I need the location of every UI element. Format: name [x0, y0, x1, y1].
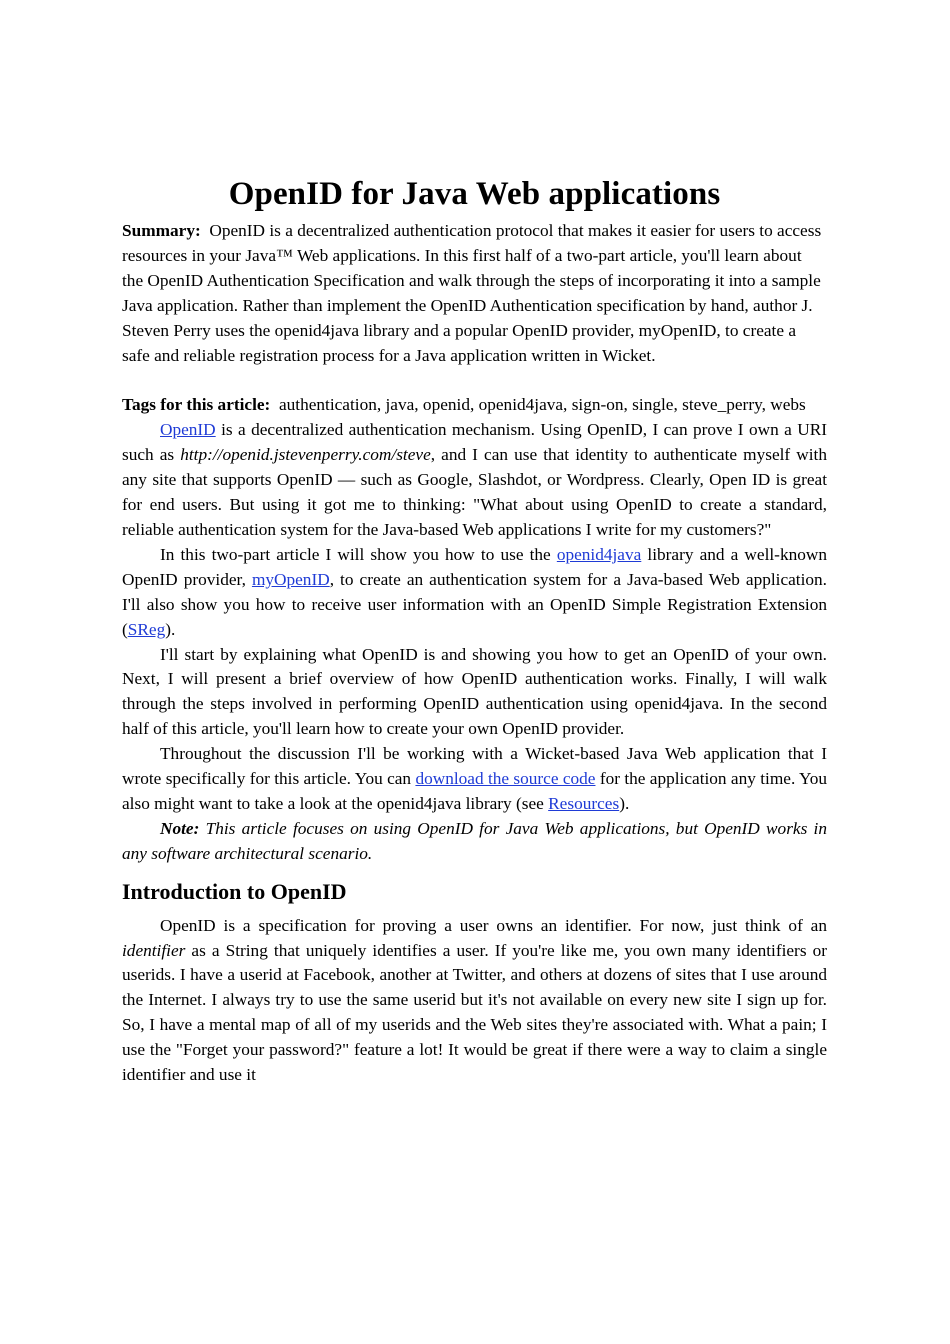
section-paragraph-1: OpenID is a specification for proving a user owns an identifier. For now, just think of an identifier as a String that uniquely identifies a user. If you're like me, you own many identifiers or userids. I have a userid at Facebook, another at Twitter, and others at dozens of sites that I use around the Internet. I always try to use the same userid but it's not available on every new site I sign up for. So, I have a mental map of all of my userids and the Web sites they're associated with. What a pain; I use the "Forget your password?" feature a lot! It would be great if there were a way to claim a single identifier and use it — [122, 915, 827, 1085]
openid4java-link[interactable]: openid4java — [556, 544, 642, 564]
myopenid-link[interactable]: myOpenID — [251, 569, 330, 589]
section-heading: Introduction to OpenID — [122, 878, 347, 904]
note-paragraph — [122, 817, 827, 867]
note-text: This article focuses on using OpenID for Java Web applications, but OpenID works in any software architectural scenario. — [122, 818, 827, 863]
example-uri: http://openid.jstevenperry.com/steve — [180, 445, 431, 465]
tags-label: Tags for this article: — [122, 395, 271, 415]
intro-paragraph-4: Throughout the discussion I'll be working with a Wicket-based Java Web application that I wrote specifically for this article. You can download the source code for the application any time. You also might want to take a look at the openid4java library (see Resources). — [122, 744, 828, 813]
openid-link[interactable]: OpenID — [160, 420, 216, 440]
identifier-term: identifier — [122, 940, 186, 960]
summary-label: Summary: — [122, 221, 201, 240]
sreg-link[interactable]: SReg — [127, 619, 166, 639]
tags-paragraph — [122, 393, 827, 418]
intro-paragraph-2: In this two-part article I will show you how to use the openid4java library and a well-known OpenID provider, myOpenID, to create an authentication system for a Java-based Web application. I'll also show you how to receive user information with an OpenID Simple Registration Extension (SReg). — [122, 544, 828, 639]
intro-paragraph-1: OpenID is a decentralized authentication mechanism. Using OpenID, I can prove I own a URI such as http://openid.jstevenperry.com/steve, and I can use that identity to authenticate myself with any site that supports OpenID — such as Google, Slashdot, or Wordpress. Clearly, Open ID is great for end users. But using it got me to thinking: "What about using OpenID to create a standard, reliable authentication system for the Java-based Web applications I write for my customers?" — [122, 420, 827, 539]
spacer — [122, 368, 827, 393]
document-page — [122, 173, 827, 1088]
tags-text: authentication, java, openid, openid4java, sign-on, single, steve_perry, webs — [278, 395, 806, 415]
intro-paragraph-3: I'll start by explaining what OpenID is and showing you how to get an OpenID of your own. Next, I will present a brief overview of how OpenID authentication works. Finally, I will walk through the steps involved in performing OpenID authentication using openid4java. In the second half of this article, you'll learn how to create your own OpenID provider. — [122, 644, 827, 739]
note-label: Note: — [160, 818, 200, 838]
resources-link[interactable]: Resources — [548, 793, 620, 813]
summary-text: OpenID is a decentralized authentication protocol that makes it easier for users to access resources in your Java™ Web applications. In this first half of a two-part article, you'll learn about the OpenID Authentication Specification and walk through the steps of incorporating it into a sample Java application. Rather than implement the OpenID Authentication specification by hand, author J. Steven Perry uses the openid4java library and a popular OpenID provider, myOpenID, to create a safe and reliable registration process for a Java application written in Wicket. — [122, 221, 822, 365]
page-title: OpenID for Java Web applications — [228, 176, 721, 212]
summary-paragraph — [122, 219, 827, 368]
download-source-link[interactable]: download the source code — [415, 769, 596, 789]
